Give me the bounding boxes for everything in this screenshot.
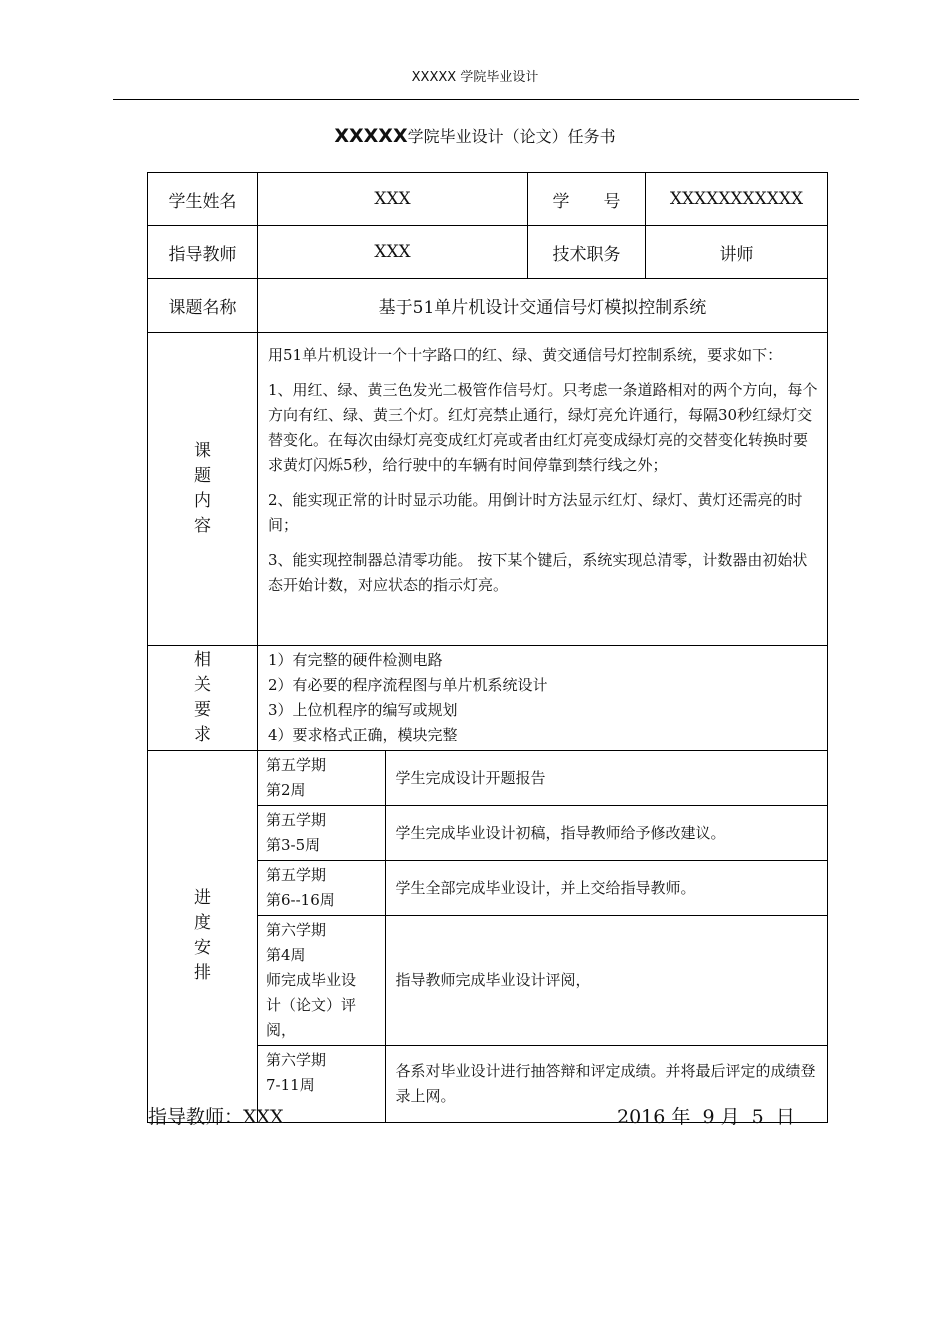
schedule-period-line: 第五学期	[266, 756, 327, 774]
requirements-label-char: 要	[194, 700, 211, 720]
advisor-label: 指导教师	[148, 226, 258, 279]
requirement-item: 1）有完整的硬件检测电路	[268, 651, 443, 669]
schedule-desc: 学生完成毕业设计初稿，指导教师给予修改建议。	[385, 806, 827, 861]
schedule-period-line: 第五学期	[266, 811, 327, 829]
schedule-period	[258, 806, 385, 861]
content-paragraph: 1、用红、绿、黄三色发光二极管作信号灯。只考虑一条道路相对的两个方向，每个方向有红、绿、黄三个灯。红灯亮禁止通行，绿灯亮允许通行，每隔30秒红绿灯交替变化。在每次由绿灯亮变成红灯亮或者由红灯亮变成绿灯亮的交替变化转换时要求黄灯闪烁5秒，给行驶中的车辆有时间停靠到禁行线之外；	[268, 381, 818, 474]
schedule-period	[258, 861, 385, 916]
content-paragraph: 用51单片机设计一个十字路口的红、绿、黄交通信号灯控制系统，要求如下：	[268, 346, 783, 364]
page-header: XXXXX 学院毕业设计	[411, 70, 539, 85]
schedule-label-char: 排	[194, 963, 211, 984]
student-id-label: 学 号	[528, 173, 646, 226]
student-name-label: 学生姓名	[148, 173, 258, 226]
schedule-period	[258, 916, 385, 1046]
document-title-rest: 学院毕业设计（论文）任务书	[407, 127, 616, 146]
schedule-period-line: 第2周	[266, 781, 306, 799]
schedule-period-line: 第4周	[266, 946, 306, 964]
requirements-label-char: 关	[194, 675, 211, 695]
content-label	[148, 333, 258, 646]
schedule-period-line: 第六学期	[266, 921, 327, 939]
footer-date: 2016 年 9 月 5 日	[617, 1106, 795, 1128]
requirements-label	[148, 646, 258, 751]
document-title-bold: XXXXX	[334, 125, 408, 147]
footer-advisor-signature: 指导教师：XXX	[148, 1106, 284, 1128]
schedule-period-line: 第3-5周	[266, 836, 321, 854]
requirements-label-char: 求	[194, 725, 211, 745]
content-paragraph: 3、能实现控制器总清零功能。 按下某个键后，系统实现总清零，计数器由初始状态开始计数，对应状态的指示灯亮。	[268, 551, 808, 594]
student-name-value: XXX	[258, 173, 528, 226]
schedule-period-line: 7-11周	[266, 1076, 315, 1094]
schedule-period-line: 师完成毕业设	[266, 971, 357, 989]
schedule-desc: 学生全部完成毕业设计，并上交给指导教师。	[385, 861, 827, 916]
schedule-label-char: 进	[194, 888, 211, 909]
requirements-cell	[258, 646, 828, 751]
task-table	[147, 172, 828, 1123]
schedule-period-line: 阅，	[266, 1021, 297, 1039]
student-id-value: XXXXXXXXXXX	[646, 173, 828, 226]
content-label-char: 课	[194, 441, 211, 461]
header-divider	[113, 99, 859, 100]
schedule-label-char: 度	[194, 913, 211, 934]
requirement-item: 2）有必要的程序流程图与单片机系统设计	[268, 676, 548, 694]
schedule-period-line: 第六学期	[266, 1051, 327, 1069]
content-paragraph: 2、能实现正常的计时显示功能。用倒计时方法显示红灯、绿灯、黄灯还需亮的时间；	[268, 491, 803, 534]
advisor-value: XXX	[258, 226, 528, 279]
requirement-item: 3）上位机程序的编写或规划	[268, 701, 458, 719]
content-label-char: 题	[194, 466, 211, 486]
schedule-desc: 指导教师完成毕业设计评阅，	[385, 916, 827, 1046]
document-title	[0, 124, 950, 147]
content-label-char: 容	[194, 516, 211, 536]
schedule-period	[258, 751, 385, 806]
requirements-label-char: 相	[194, 650, 211, 670]
schedule-desc: 各系对毕业设计进行抽答辩和评定成绩。并将最后评定的成绩登录上网。	[385, 1046, 827, 1122]
schedule-cell	[258, 751, 828, 1123]
schedule-period-line: 第五学期	[266, 866, 327, 884]
requirement-item: 4）要求格式正确，模块完整	[268, 726, 458, 744]
title-rank-value: 讲师	[646, 226, 828, 279]
schedule-period-line: 第6--16周	[266, 891, 335, 909]
schedule-label-char: 安	[194, 938, 211, 959]
content-cell	[258, 333, 828, 646]
content-label-char: 内	[194, 491, 211, 511]
schedule-desc: 学生完成设计开题报告	[385, 751, 827, 806]
schedule-period-line: 计（论文）评	[266, 996, 357, 1014]
title-rank-label: 技术职务	[528, 226, 646, 279]
topic-value: 基于51单片机设计交通信号灯模拟控制系统	[258, 279, 828, 333]
topic-label: 课题名称	[148, 279, 258, 333]
schedule-table	[258, 751, 827, 1122]
schedule-label	[148, 751, 258, 1123]
